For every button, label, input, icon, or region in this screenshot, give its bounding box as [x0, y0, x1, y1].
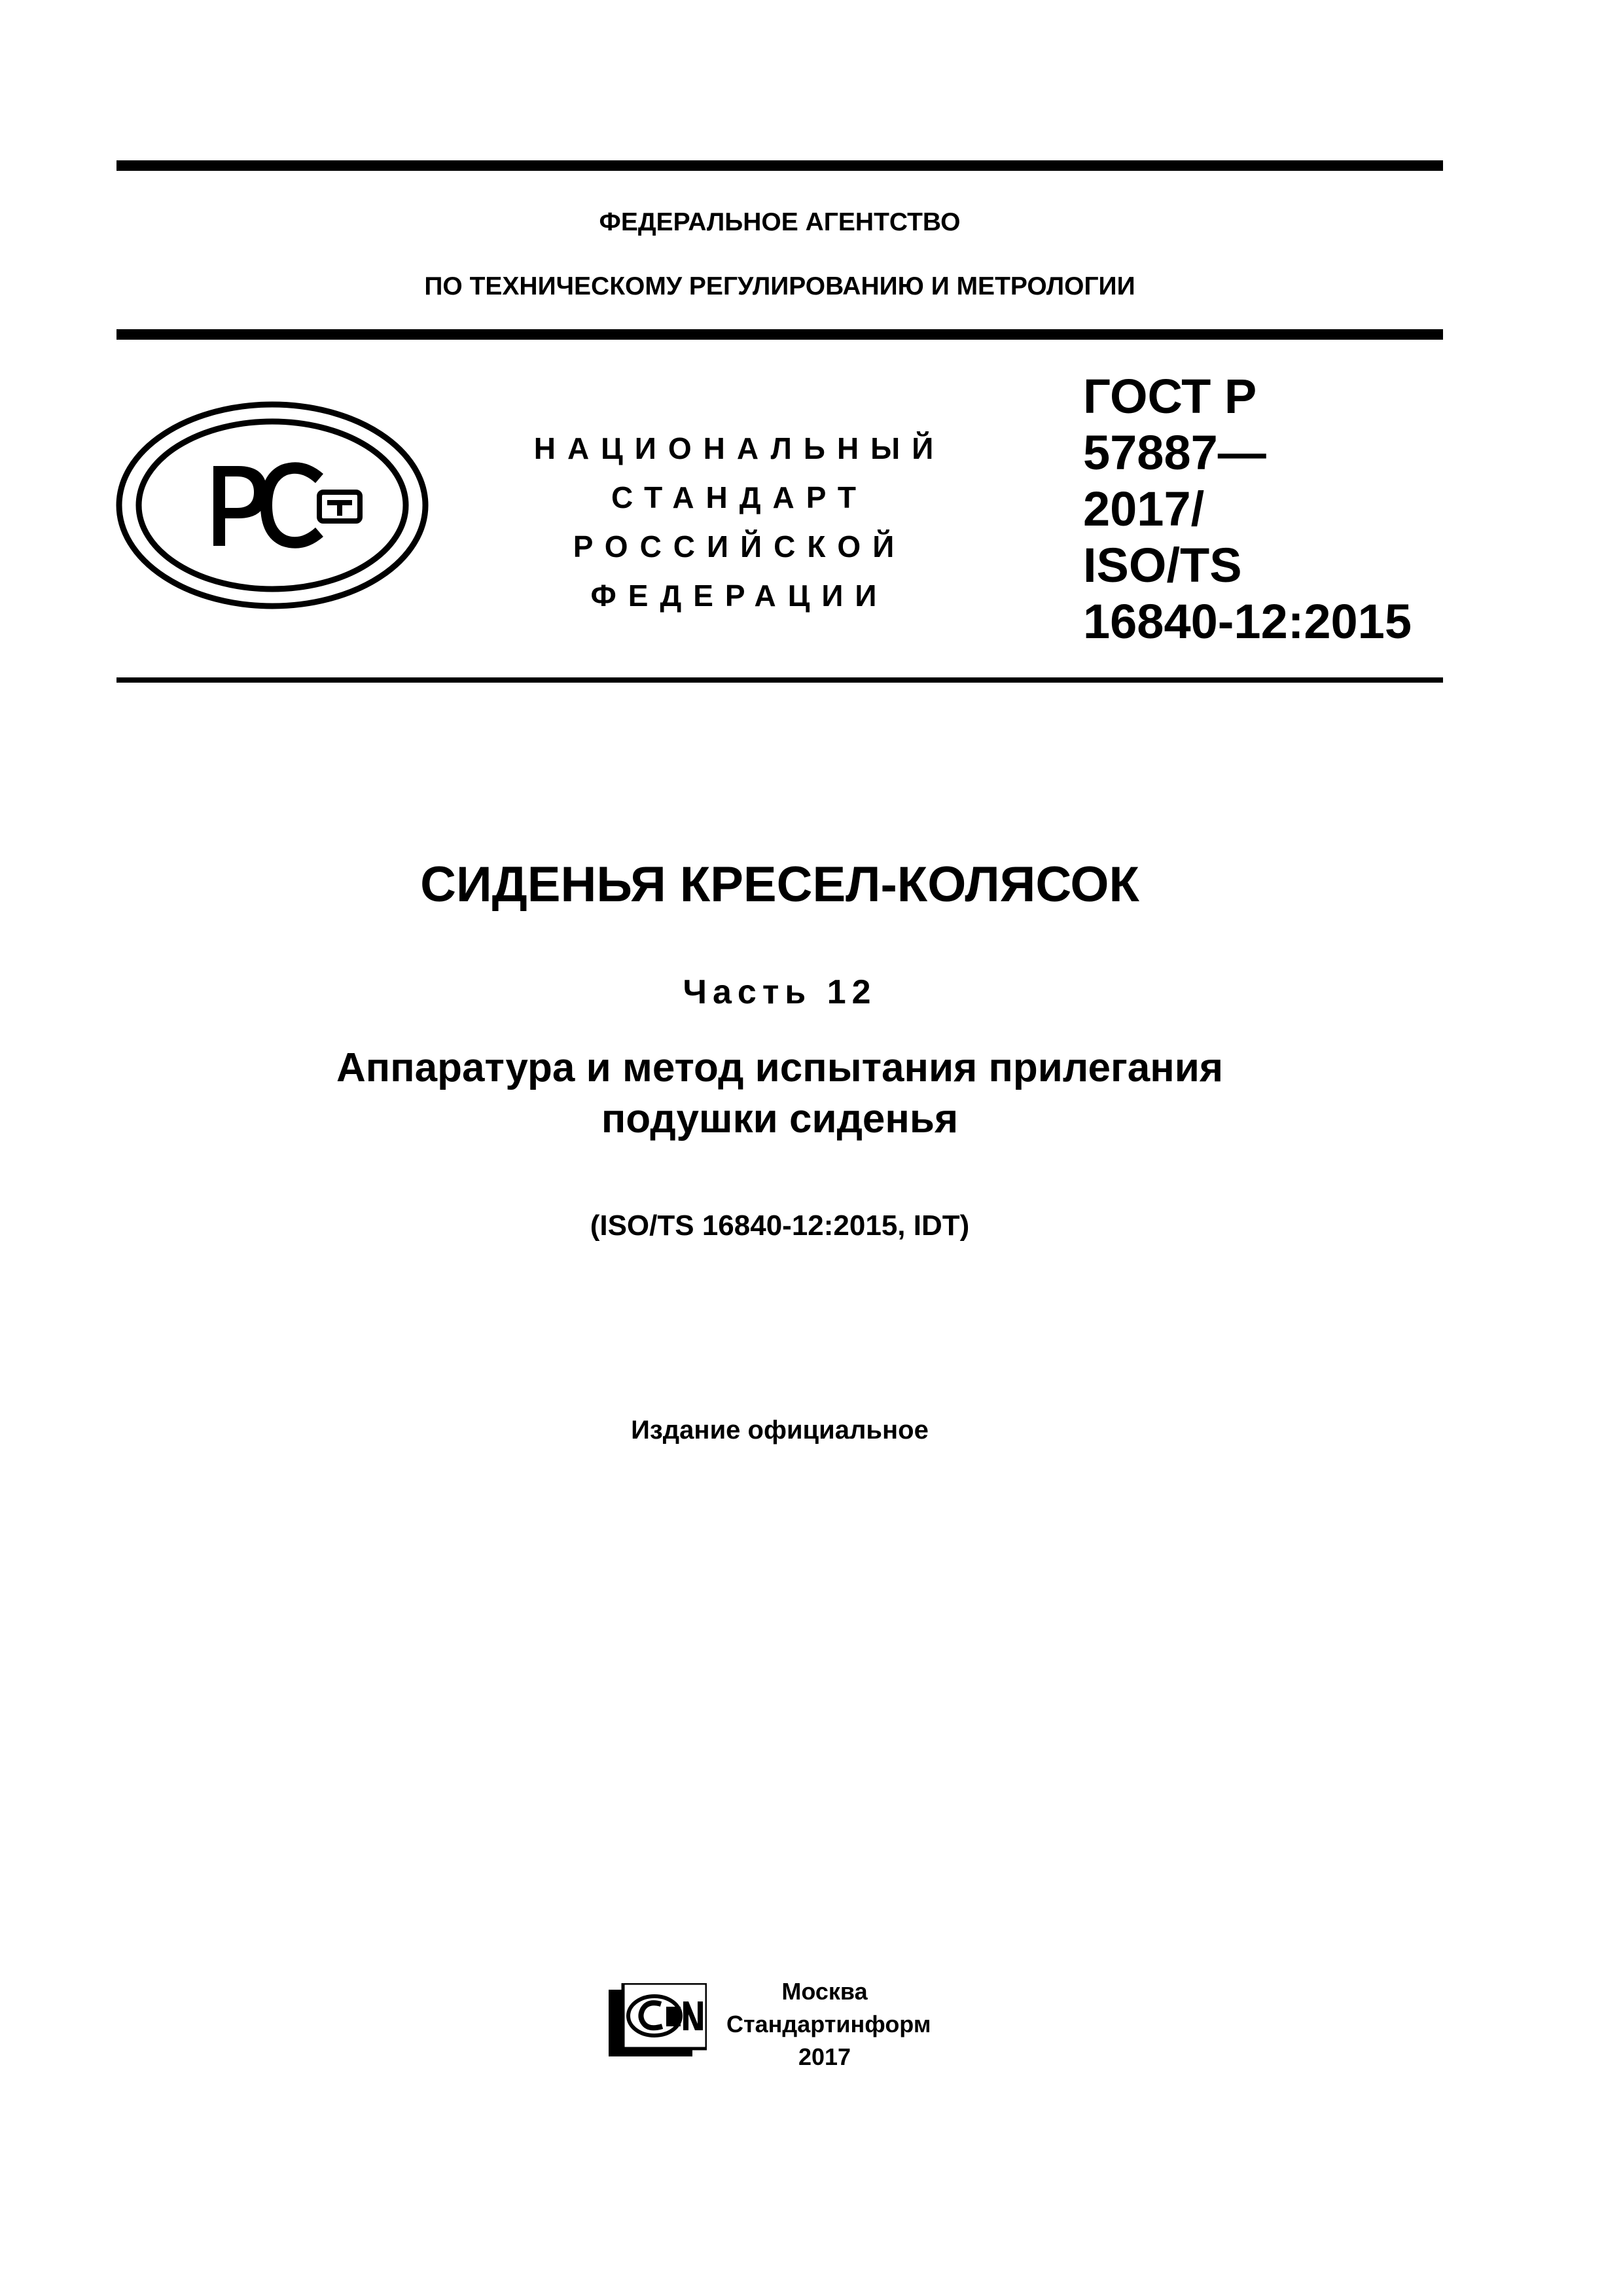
national-standard-line-2: СТАНДАРТ: [611, 480, 868, 514]
edition-label: Издание официальное: [631, 1416, 929, 1444]
national-standard-label: [497, 424, 982, 620]
agency-line-2: ПО ТЕХНИЧЕСКОМУ РЕГУЛИРОВАНИЮ И МЕТРОЛОГИИ: [424, 272, 1135, 300]
standard-designation: [1083, 368, 1450, 650]
standartinform-logo-icon: [609, 1983, 707, 2056]
subtitle-line-1: Аппаратура и метод испытания прилегания: [336, 1045, 1224, 1090]
rst-mark-icon: [115, 401, 429, 610]
designation-line-3: 2017/: [1083, 482, 1205, 536]
designation-line-1: ГОСТ Р: [1083, 369, 1257, 423]
bottom-rule: [116, 677, 1443, 683]
national-standard-line-4: ФЕДЕРАЦИИ: [590, 579, 889, 613]
agency-line-1: ФЕДЕРАЛЬНОЕ АГЕНТСТВО: [599, 208, 961, 236]
publisher-city: Москва: [781, 1978, 868, 2005]
designation-line-2: 57887—: [1083, 425, 1266, 480]
publication-year: 2017: [798, 2043, 851, 2070]
designation-line-4: ISO/TS: [1083, 538, 1242, 592]
iso-reference: (ISO/TS 16840-12:2015, IDT): [590, 1210, 970, 1242]
publisher-name: Стандартинформ: [726, 2011, 931, 2037]
national-standard-line-1: НАЦИОНАЛЬНЫЙ: [533, 431, 946, 465]
national-standard-line-3: РОССИЙСКОЙ: [573, 529, 906, 564]
subtitle-line-2: подушки сиденья: [601, 1096, 959, 1141]
middle-rule: [116, 329, 1443, 340]
designation-line-5: 16840-12:2015: [1083, 594, 1412, 649]
document-subtitle: [116, 1043, 1443, 1145]
top-rule: [116, 160, 1443, 171]
publisher-block: [726, 1975, 931, 2073]
document-title: СИДЕНЬЯ КРЕСЕЛ-КОЛЯСОК: [420, 857, 1139, 912]
part-label: Часть 12: [683, 973, 877, 1011]
